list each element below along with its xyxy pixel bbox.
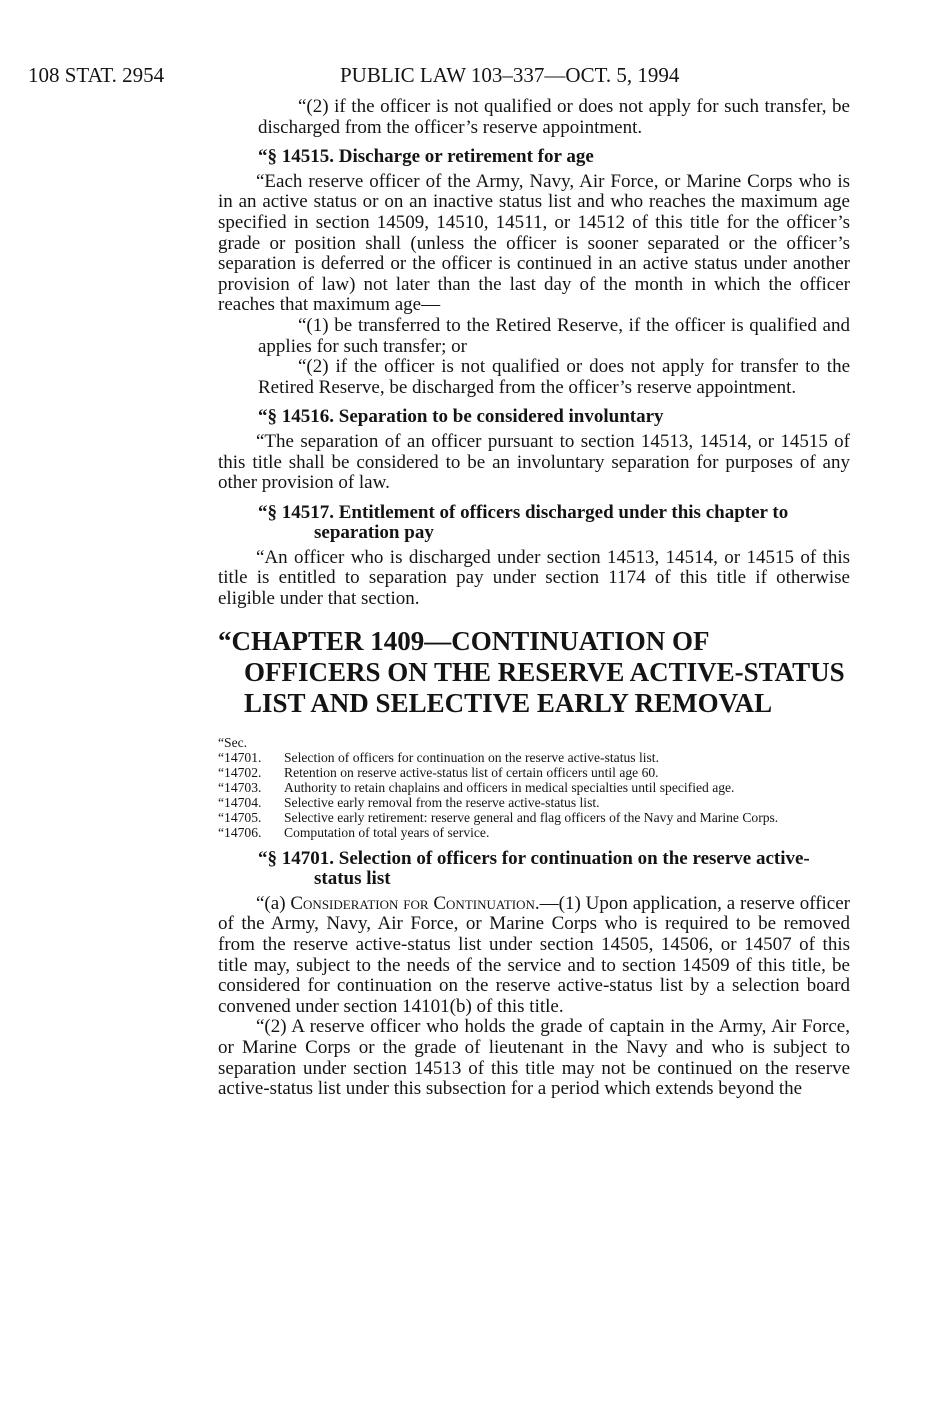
statute-page-citation: 108 STAT. 2954 xyxy=(28,63,165,87)
document-body xyxy=(218,97,850,1100)
toc-item xyxy=(218,810,850,825)
toc-sec-label: “Sec. xyxy=(218,734,248,750)
toc-item xyxy=(218,765,850,780)
section-14516-heading: “§ 14516. Separation to be considered involuntary xyxy=(258,406,664,428)
toc-item-number: “14703. xyxy=(218,779,262,795)
section-14515-para-2: “(2) if the officer is not qualified or does not apply for transfer to the Retired Reserve, be discharged from the officer’s reserve appointment. xyxy=(258,356,850,398)
toc-item-title: Computation of total years of service. xyxy=(284,824,490,840)
toc-item-title: Selective early removal from the reserve active-status list. xyxy=(284,794,600,810)
chapter-1409-heading: “CHAPTER 1409—CONTINUATION OF OFFICERS ON THE RESERVE ACTIVE-STATUS LIST AND SELECTIVE EARLY REMOVAL xyxy=(218,625,845,718)
toc-item-title: Selection of officers for continuation on the reserve active-status list. xyxy=(284,749,659,765)
toc-item-number: “14705. xyxy=(218,809,262,825)
section-14516-text: “The separation of an officer pursuant to section 14513, 14514, or 14515 of this title shall be considered to be an involuntary separation for purposes of any other provision of law. xyxy=(218,430,850,494)
toc-item-title: Retention on reserve active-status list of certain officers until age 60. xyxy=(284,764,659,780)
chapter-table-of-contents xyxy=(218,735,850,840)
toc-item xyxy=(218,780,850,795)
toc-item xyxy=(218,825,850,840)
subsection-a-caption: Consideration for Continuation xyxy=(290,892,535,914)
toc-item-number: “14702. xyxy=(218,764,262,780)
subsection-a-lead: “(a) xyxy=(256,892,291,914)
toc-item-number: “14706. xyxy=(218,824,262,840)
paragraph-2-discharge: “(2) if the officer is not qualified or does not apply for such transfer, be discharged from the officer’s reserve appointment. xyxy=(258,96,850,138)
toc-item-number: “14701. xyxy=(218,749,262,765)
section-14701-heading: “§ 14701. Selection of officers for continuation on the reserve active-status list xyxy=(258,847,810,890)
section-14517-heading: “§ 14517. Entitlement of officers discharged under this chapter to separation pay xyxy=(258,501,789,544)
subsection-a-text: .—(1) Upon application, a reserve officer of the Army, Navy, Air Force, or Marine Corps who is required to be removed from the reserve active-status list under section 14505, 14506, or 14507 of this title may, subject to the needs of the service and to section 14509 of this title, be considered for continuation on the reserve active-status list by a selection board convened under section 14101(b) of this title. xyxy=(218,892,850,1017)
public-law-citation: PUBLIC LAW 103–337—OCT. 5, 1994 xyxy=(340,63,680,87)
toc-item xyxy=(218,750,850,765)
section-14515-heading: “§ 14515. Discharge or retirement for age xyxy=(258,146,594,168)
toc-item xyxy=(218,795,850,810)
section-14515-para-1: “(1) be transferred to the Retired Reserve, if the officer is qualified and applies for such transfer; or xyxy=(258,314,850,357)
toc-item-number: “14704. xyxy=(218,794,262,810)
toc-item-title: Selective early retirement: reserve general and flag officers of the Navy and Marine Corps. xyxy=(284,809,779,825)
section-14517-text: “An officer who is discharged under section 14513, 14514, or 14515 of this title is entitled to separation pay under section 1174 of this title if otherwise eligible under that section. xyxy=(218,546,850,610)
toc-item-title: Authority to retain chaplains and officers in medical specialties until specified age. xyxy=(284,779,735,795)
section-14701-subsection-a xyxy=(218,894,850,1018)
section-14701-para-2: “(2) A reserve officer who holds the grade of captain in the Army, Air Force, or Marine Corps or the grade of lieutenant in the Navy and who is subject to separation under section 14513 of this title may not be continued on the reserve active-status list under this subsection for a period which extends beyond the xyxy=(218,1016,850,1100)
section-14515-text: “Each reserve officer of the Army, Navy, Air Force, or Marine Corps who is in an active status or on an inactive status list and who reaches the maximum age specified in section 14509, 14510, 14511, or 14512 of this title for the officer’s grade or position shall (unless the officer is sooner separated or the officer’s separation is deferred or the officer is continued in an active status under another provision of law) not later than the last day of the month in which the officer reaches that maximum age— xyxy=(218,170,850,316)
